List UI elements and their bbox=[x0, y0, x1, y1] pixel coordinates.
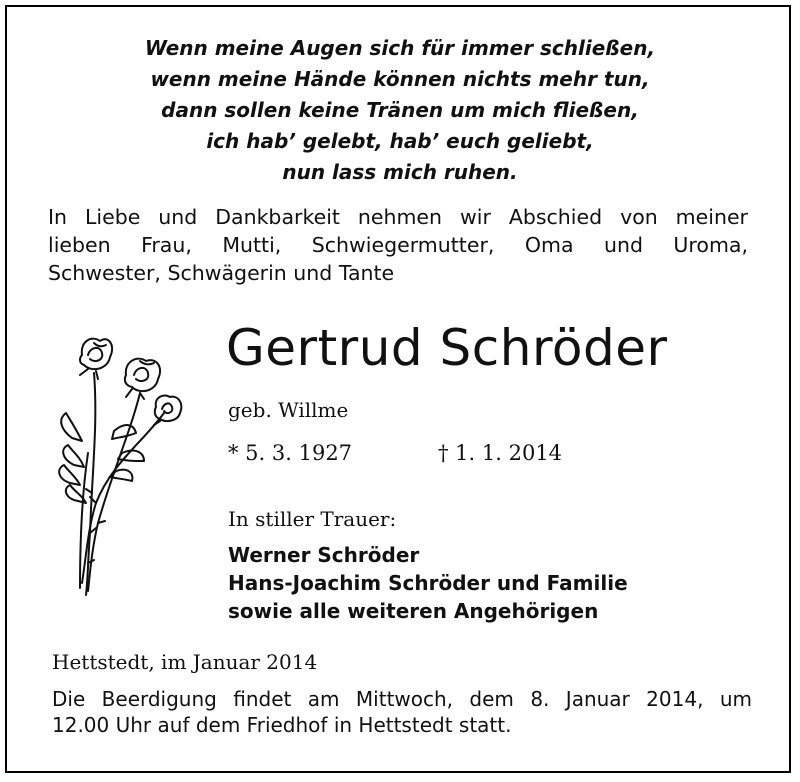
poem-line: Wenn meine Augen sich für immer schließen, bbox=[144, 36, 656, 60]
poem-line: nun lass mich ruhen. bbox=[282, 160, 518, 184]
intro-line: In Liebe und Dankbarkeit nehmen wir Abschied von meiner bbox=[48, 205, 748, 229]
funeral-line: Die Beerdigung findet am Mittwoch, dem 8. Januar 2014, um bbox=[52, 687, 752, 711]
intro-text bbox=[48, 203, 748, 287]
mourners-list bbox=[228, 541, 628, 625]
mourner-name: Hans-Joachim Schröder und Familie bbox=[228, 571, 628, 595]
intro-line: Schwester, Schwägerin und Tante bbox=[48, 261, 395, 285]
life-dates bbox=[228, 441, 563, 465]
roses-icon bbox=[52, 333, 192, 601]
deceased-name: Gertrud Schröder bbox=[226, 319, 668, 377]
mourner-name: Werner Schröder bbox=[228, 543, 420, 567]
funeral-line: 12.00 Uhr auf dem Friedhof in Hettstedt statt. bbox=[52, 713, 512, 737]
death-date: † 1. 1. 2014 bbox=[438, 441, 563, 465]
mourning-label: In stiller Trauer: bbox=[228, 507, 397, 531]
poem-line: wenn meine Hände können nichts mehr tun, bbox=[150, 67, 650, 91]
born-name: geb. Willme bbox=[228, 398, 349, 422]
place-date: Hettstedt, im Januar 2014 bbox=[52, 650, 318, 674]
intro-line: lieben Frau, Mutti, Schwiegermutter, Oma und Uroma, bbox=[48, 233, 748, 257]
mourner-name: sowie alle weiteren Angehörigen bbox=[228, 599, 599, 623]
poem-line: dann sollen keine Tränen um mich fließen, bbox=[161, 98, 639, 122]
birth-date: * 5. 3. 1927 bbox=[228, 441, 353, 465]
poem bbox=[0, 33, 800, 188]
poem-line: ich hab’ gelebt, hab’ euch geliebt, bbox=[206, 129, 594, 153]
funeral-notice bbox=[52, 686, 752, 738]
